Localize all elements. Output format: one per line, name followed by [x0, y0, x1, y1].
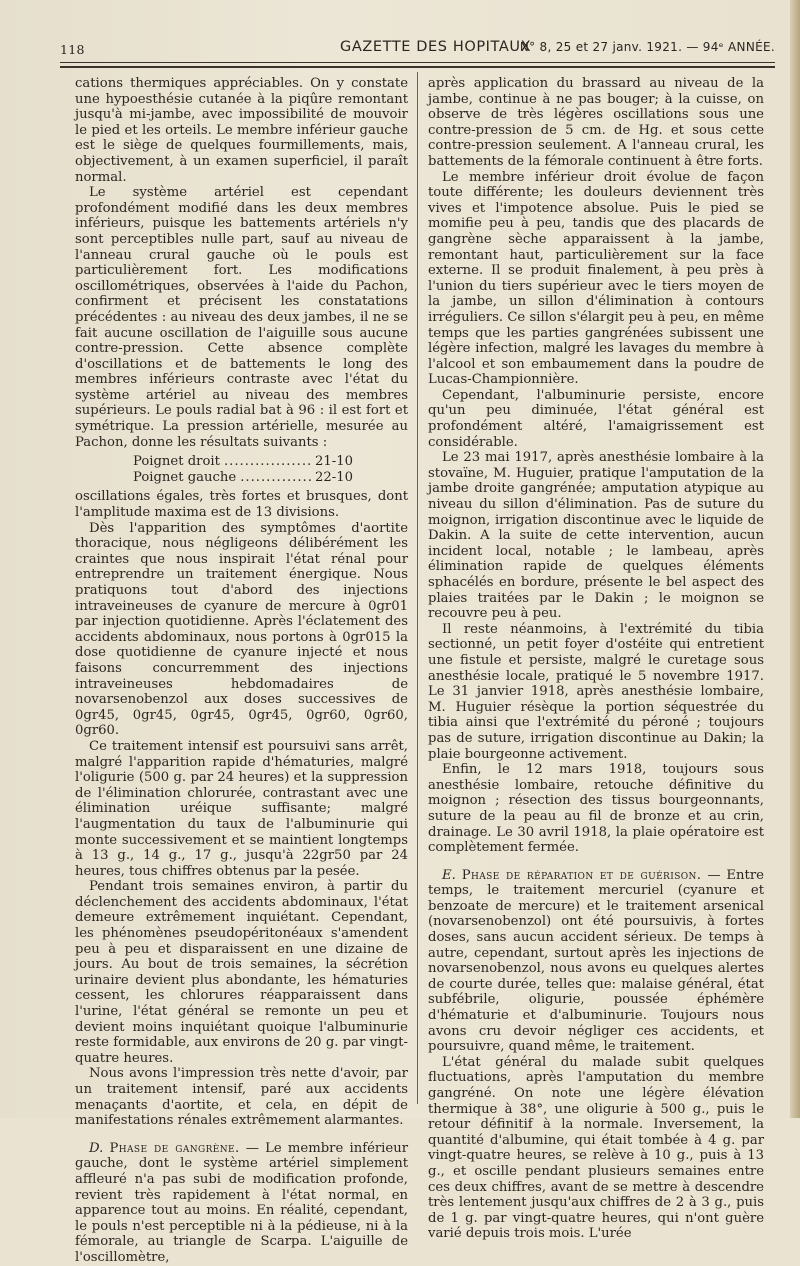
paragraph: Enfin, le 12 mars 1918, toujours sous anesthésie lombaire, retouche définitive du moignon ; résection des tissus bourgeonnants, suture de la peau au fil de bronze et au crin, drainage. Le 30 avril 1918, la plaie opératoire est complètement fermée.: [428, 762, 764, 856]
page-edge: [790, 0, 800, 1118]
right-column: [428, 76, 764, 1242]
pressure-table: [133, 454, 353, 485]
section-heading: Phase de réparation et de guérison.: [461, 867, 702, 883]
paragraph: Le 23 mai 1917, après anesthésie lombaire à la stovaïne, M. Huguier, pratique l'amputation de la jambe droite gangrénée; amputation atypique au niveau du sillon d'élimination. Pas de suture du moignon, irrigation discontinue avec le liquide de Dakin. A la suite de cette intervention, aucun incident local, notable ; le lambeau, après élimination rapide de quelques éléments sphacélés en bordure, présente le bel aspect des plaies traitées par le Dakin ; le moignon se recouvre peu à peu.: [428, 450, 764, 622]
left-column: [75, 76, 408, 1266]
leader-dots: [224, 454, 311, 470]
paragraph: oscillations égales, très fortes et brusques, dont l'amplitude maxima est de 13 divisions.: [75, 489, 408, 521]
page-header: [60, 38, 775, 60]
paragraph: Ce traitement intensif est poursuivi sans arrêt, malgré l'apparition rapide d'hématuries, malgré l'oligurie (500 g. par 24 heures) et la suppression de l'élimination chlorurée, contrastant avec une élimination uréique suffisante; malgré l'augmentation du taux de l'albuminurie qui monte successivement et se maintient longtemps à 13 g., 14 g., 17 g., jusqu'à 22gr50 par 24 heures, tous chiffres obtenus par la pesée.: [75, 738, 408, 879]
section-paragraph: [75, 1141, 408, 1266]
section-paragraph: [428, 868, 764, 1055]
paragraph: Pendant trois semaines environ, à partir du déclenchement des accidents abdominaux, l'état demeure extrêmement inquiétant. Cependant, les phénomènes pseudopéritonéaux s'amendent peu à peu et disparaissent en une dizaine de jours. Au bout de trois semaines, la sécrétion urinaire devient plus abondante, les hématuries cessent, les chlorures réapparaissent dans l'urine, l'état général se remonte un peu et devient moins inquiétant quoique l'albuminurie reste formidable, aux environs de 20 g. par vingt-quatre heures.: [75, 879, 408, 1066]
pressure-value: 21-10: [314, 454, 353, 470]
pressure-label: Poignet droit: [133, 454, 220, 470]
leader-dots: [240, 470, 311, 486]
journal-title: GAZETTE DES HOPITAUX: [340, 39, 532, 55]
paragraph: Nous avons l'impression très nette d'avoir, par un traitement intensif, paré aux accidents menaçants d'aortite, et cela, en dépit de manifestations rénales extrêmement alarmantes.: [75, 1066, 408, 1129]
pressure-row: [133, 454, 353, 470]
paragraph: Cependant, l'albuminurie persiste, encore qu'un peu diminuée, l'état général est profondément altéré, l'amaigrissement est considérable.: [428, 387, 764, 450]
section-text: — Le membre inférieur gauche, dont le système artériel simplement affleuré n'a pas subi de modification profonde, revient très rapidement à l'état normal, en apparence tout au moins. En réalité, cependant, le pouls n'est perceptible ni à la pédieuse, ni à la fémorale, au triangle de Scarpa. L'aiguille de l'oscillomètre,: [75, 1140, 408, 1265]
paragraph: Il reste néanmoins, à l'extrémité du tibia sectionné, un petit foyer d'ostéite qui entretient une fistule et persiste, malgré le curetage sous anesthésie locale, pratiqué le 5 novembre 1917. Le 31 janvier 1918, après anesthésie lombaire, M. Huguier résèque la portion séquestrée du tibia ainsi que l'extrémité du péroné ; toujours pas de suture, irrigation discontinue au Dakin; la plaie bourgeonne activement.: [428, 621, 764, 762]
paragraph: cations thermiques appréciables. On y constate une hypoesthésie cutanée à la piqûre remontant jusqu'à mi-jambe, avec impossibilité de mouvoir le pied et les orteils. Le membre inférieur gauche est le siège de quelques fourmillements, mais, objectivement, à un examen superficiel, il paraît normal.: [75, 76, 408, 185]
section-text: — Entre temps, le traitement mercuriel (cyanure et benzoate de mercure) et le traitement arsenical (novarsenobenzol) ont été poursuivis, à fortes doses, sans aucun accident sérieux. De temps à autre, cependant, surtout après les injections de novarsenobenzol, nous avons eu quelques alertes de courte durée, telles que: malaise général, état subfébrile, oligurie, poussée éphémère d'hématurie et d'albuminurie. Toujours nous avons cru devoir négliger ces accidents, et poursuivre, quand même, le traitement.: [428, 867, 764, 1055]
issue-info: N° 8, 25 et 27 janv. 1921. — 94ᵉ ANNÉE.: [519, 40, 775, 54]
column-separator: [417, 72, 418, 1104]
pressure-label: Poignet gauche: [133, 469, 237, 485]
section-letter: E.: [442, 867, 456, 883]
paragraph: Le membre inférieur droit évolue de façon toute différente; les douleurs deviennent très vives et l'impotence absolue. Puis le pied se momifie peu à peu, tandis que des placards de gangrène sèche apparaissent à la jambe, remontant haut, particulièrement sur la face externe. Il se produit finalement, à peu près à l'union du tiers supérieur avec le tiers moyen de la jambe, un sillon d'élimination à contours irréguliers. Ce sillon s'élargit peu à peu, en même temps que les parties gangrénées subissent une légère infection, malgré les lavages du membre à l'alcool et son embaumement dans la poudre de Lucas-Championnière.: [428, 169, 764, 388]
page-number: 118: [60, 42, 85, 57]
paragraph: Dès l'apparition des symptômes d'aortite thoracique, nous négligeons délibérément les craintes que nous inspirait l'état rénal pour entreprendre un traitement énergique. Nous pratiquons tout d'abord des injections intraveineuses de cyanure de mercure à 0gr01 par injection quotidienne. Après l'éclatement des accidents abdominaux, nous portons à 0gr015 la dose quotidienne de cyanure injecté et nous faisons concurremment des injections intraveineuses hebdomadaires de novarsenobenzol aux doses successives de 0gr45, 0gr45, 0gr45, 0gr45, 0gr60, 0gr60, 0gr60.: [75, 520, 408, 739]
pressure-row: [133, 470, 353, 486]
section-heading: Phase de gangrène.: [109, 1140, 240, 1156]
section-letter: D.: [89, 1140, 104, 1156]
paragraph: après application du brassard au niveau de la jambe, continue à ne pas bouger; à la cuisse, on observe de très légères oscillations sous une contre-pression de 5 cm. de Hg. et sous cette contre-pression seulement. A l'anneau crural, les battements de la fémorale continuent à être forts.: [428, 76, 764, 169]
pressure-value: 22-10: [314, 469, 353, 485]
header-rule-thick: [60, 66, 775, 68]
paragraph: Le système artériel est cependant profondément modifié dans les deux membres inférieurs, puisque les battements artériels n'y sont perceptibles nulle part, sauf au niveau de l'anneau crural gauche où le pouls est particulièrement fort. Les modifications oscillométriques, observées à l'aide du Pachon, confirment et précisent les constatations précédentes : au niveau des deux jambes, il ne se fait aucune oscillation de l'aiguille sous aucune contre-pression. Cette absence complète d'oscillations et de battements le long des membres inférieurs contraste avec l'état du système artériel au niveau des membres supérieurs. Le pouls radial bat à 96 : il est fort et symétrique. La pression artérielle, mesurée au Pachon, donne les résultats suivants :: [75, 185, 408, 450]
header-rule-thin: [60, 62, 775, 63]
paragraph: L'état général du malade subit quelques fluctuations, après l'amputation du membre gangréné. On note une légère élévation thermique à 38°, une oligurie à 500 g., puis le retour définitif à la normale. Inversement, la quantité d'albumine, qui était tombée à 4 g. par vingt-quatre heures, se relève à 10 g., puis à 13 g., et oscille pendant plusieurs semaines entre ces deux chiffres, avant de se mettre à descendre très lentement jusqu'aux chiffres de 2 à 3 g., puis de 1 g. par vingt-quatre heures, qui n'ont guère varié depuis trois mois. L'urée: [428, 1054, 764, 1242]
